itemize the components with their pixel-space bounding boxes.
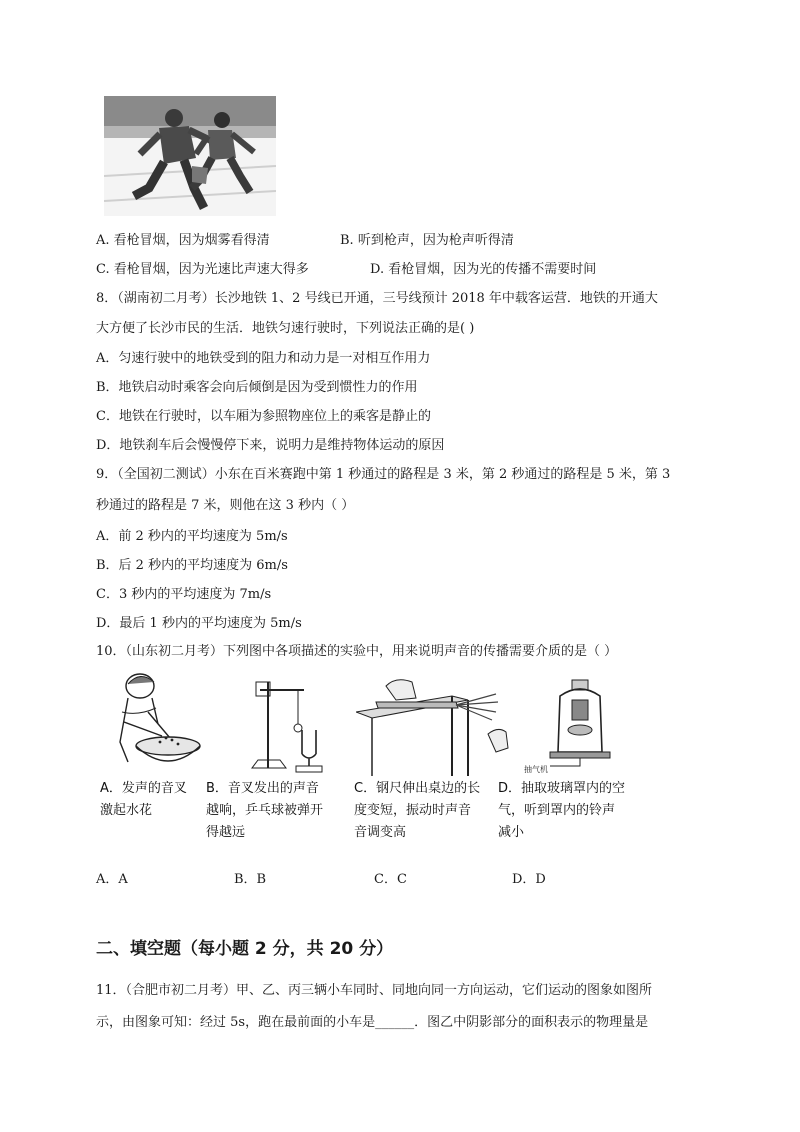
figure-d-bell-jar xyxy=(520,672,630,776)
figure-a-tuning-fork-water xyxy=(98,672,208,776)
q10-option-c: C．C xyxy=(374,872,407,887)
q11-stem-line1: 11．（合肥市初二月考）甲、乙、丙三辆小车同时、同地向同一方向运动，它们运动的图象如图所 xyxy=(96,983,653,998)
figure-d-caption: D．抽取玻璃罩内的空 气，听到罩内的铃声 减小 xyxy=(498,781,626,840)
q9-stem-line1: 9．（全国初二测试）小东在百米赛跑中第 1 秒通过的路程是 3 米，第 2 秒通过的路程是 5 米，第 3 xyxy=(96,467,671,482)
q10-option-a: A．A xyxy=(96,872,128,887)
pump-label: 抽气机 xyxy=(524,765,548,774)
figure-a-caption: A．发声的音叉 激起水花 xyxy=(100,781,187,818)
q8-stem-line1: 8．（湖南初二月考）长沙地铁 1、2 号线已开通，三号线预计 2018 年中载客运营．地铁的开通大 xyxy=(96,291,658,306)
section-2-title: 二、填空题（每小题 2 分，共 20 分） xyxy=(96,939,394,959)
q8-option-d: D．地铁刹车后会慢慢停下来，说明力是维持物体运动的原因 xyxy=(96,438,445,453)
runners-photo xyxy=(104,96,276,216)
q8-option-a: A．匀速行驶中的地铁受到的阻力和动力是一对相互作用力 xyxy=(96,351,431,366)
q8-option-c: C．地铁在行驶时，以车厢为参照物座位上的乘客是静止的 xyxy=(96,409,431,424)
q9-option-d: D．最后 1 秒内的平均速度为 5m/s xyxy=(96,616,302,631)
q11-stem-line2: 示，由图象可知：经过 5s，跑在最前面的小车是______．图乙中阴影部分的面积表示的物理量是 xyxy=(96,1015,649,1030)
figure-b-caption: B．音叉发出的声音 越响，乒乓球被弹开 得越远 xyxy=(206,781,324,840)
q7-option-c: C. 看枪冒烟，因为光速比声速大得多 xyxy=(96,262,309,277)
figure-b-tuning-fork-ball xyxy=(238,672,338,776)
q9-stem-line2: 秒通过的路程是 7 米，则他在这 3 秒内（ ） xyxy=(96,498,355,513)
q10-stem: 10．（山东初二月考）下列图中各项描述的实验中，用来说明声音的传播需要介质的是（ ） xyxy=(96,644,618,659)
q7-option-d: D. 看枪冒烟，因为光的传播不需要时间 xyxy=(370,262,597,277)
q10-option-d: D．D xyxy=(512,872,546,887)
figure-c-ruler-desk xyxy=(356,672,516,776)
q8-stem-line2: 大方便了长沙市民的生活．地铁匀速行驶时，下列说法正确的是( ) xyxy=(96,321,475,336)
q8-option-b: B．地铁启动时乘客会向后倾倒是因为受到惯性力的作用 xyxy=(96,380,418,395)
q7-option-a: A. 看枪冒烟，因为烟雾看得清 xyxy=(96,233,270,248)
figure-c-caption: C．钢尺伸出桌边的长 度变短，振动时声音 音调变高 xyxy=(354,781,481,840)
q7-option-b: B. 听到枪声，因为枪声听得清 xyxy=(340,233,514,248)
q9-option-b: B．后 2 秒内的平均速度为 6m/s xyxy=(96,558,288,573)
q9-option-c: C．3 秒内的平均速度为 7m/s xyxy=(96,587,272,602)
q9-option-a: A．前 2 秒内的平均速度为 5m/s xyxy=(96,529,288,544)
q10-option-b: B．B xyxy=(234,872,267,887)
